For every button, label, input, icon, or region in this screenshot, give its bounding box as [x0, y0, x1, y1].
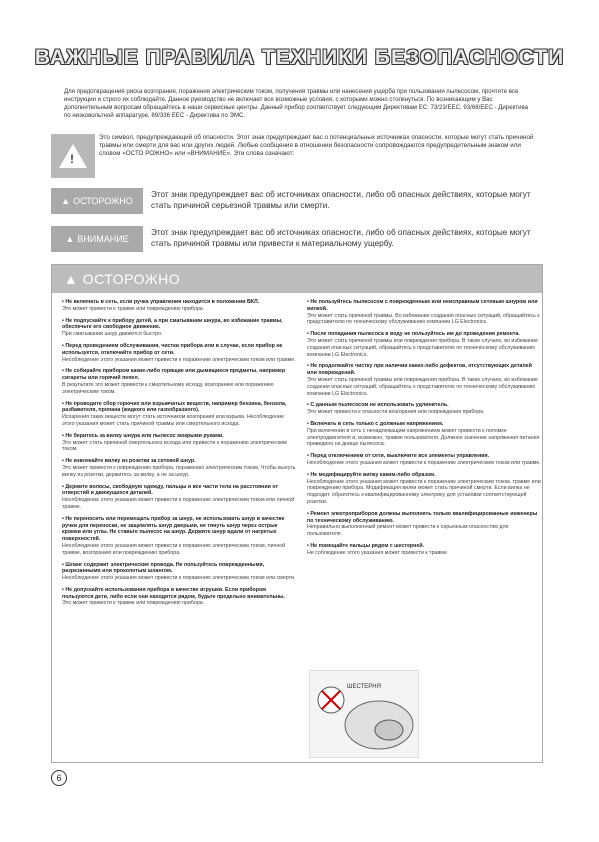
- item-heading: • Не пользуйтесь пылесосом с поврежденным или неисправным сетевым шнуром или вилкой.: [307, 299, 538, 312]
- item-note: Несоблюдение этого указания может привести к поражению электрическим током или травме.: [307, 459, 541, 466]
- warning-triangle-icon: ▲: [64, 271, 79, 287]
- list-item: [307, 299, 541, 326]
- item-note: Это может стать причиной смертельного исхода или привести к поражению электрическим током.: [62, 439, 287, 453]
- warning-panel-title: ОСТОРОЖНО: [82, 271, 181, 287]
- list-item: [62, 343, 296, 363]
- symbol-description: Это символ, предупреждающий об опасности. Этот знак предупреждает вас о потенциальных источниках опасности, которые могут стать причиной травмы или смерти для вас или других людей. Любые сообщения в отношении безопасности сопровождаются предупредительным знаком или словом «ОСТО РОЖНО» или «ВНИМАНИЕ». Эти слова означают:: [99, 134, 534, 158]
- item-note: Несоблюдение этого указания может привести к поражению электрическим током или личной травме.: [62, 497, 295, 510]
- item-note: В результате это может привести к смертельному исходу, возгоранию или поражению электрическим током.: [62, 381, 274, 395]
- list-item: [307, 363, 541, 397]
- item-note: При включении в сеть с ненадлежащим напряжением может привести к поломке электродвигателя и, возможно, травме пользователя. Должное значение напряжения питания приведено на днище пылесоса.: [307, 427, 540, 448]
- attention-description: Этот знак предупреждает вас об источниках опасности, либо об опасных действиях, которые могут стать причиной травмы или привести к материальному ущербу.: [151, 228, 531, 248]
- list-item: [307, 421, 541, 448]
- list-item: [62, 458, 296, 478]
- item-heading: • Не извлекайте вилку из розетки за сетевой шнур.: [62, 458, 196, 465]
- item-heading: • Держите волосы, свободную одежду, пальцы и все части тела на расстоянии от отверстий и движущихся деталей.: [62, 483, 279, 497]
- list-item: [62, 433, 296, 453]
- intro-paragraph: Для предотвращения риска возгорания, поражения электрическим током, получения травмы или нанесения ущерба при пользовании пылесосом, прочтите все инструкции и строго их соблюдайте. Данное руководство не включает все возможные условия, с которыми можно столкнуться. По возникающим у Вас дополнительным вопросам обращайтесь в наши сервисные центры. Данный прибор соответствует следующим Директивам ЕС: 73/23/EEC, 93/68/EEC - Директива по низковольтной аппаратуре, 89/336 EEC - Директива по ЭМС.: [64, 88, 529, 119]
- attention-badge-label: ВНИМАНИЕ: [77, 234, 129, 244]
- item-heading: • Включать в сеть только с должным напряжением.: [307, 420, 444, 427]
- item-heading: • Не переносить или перемещать прибор за шнур, не использовать шнур в качестве ручки для переноски, не защемлять шнур дверьми, не тянуть шнур через острые кромки или углы. Не ставьте пылесос на шнур. Держите шнур вдали от нагретых поверхностей.: [62, 515, 285, 543]
- caution-row: [51, 188, 541, 218]
- item-heading: • Не собирайте прибором какие-либо горящие или дымящиеся предметы, например сигареты или горячий пепел.: [62, 368, 286, 382]
- item-note: Несоблюдение этого указания может привести к поражению электрическим током, личной травме, возгоранию или повреждению прибора.: [62, 542, 286, 556]
- page-title: ВАЖНЫЕ ПРАВИЛА ТЕХНИКИ БЕЗОПАСНОСТИ: [34, 46, 565, 69]
- item-note: Это может стать причиной травмы или повреждения прибора. В таких случаях, во избежание создания опасных ситуаций, обращайтесь к представителю по техническому обслуживанию компании LG Electronics.: [307, 337, 538, 358]
- list-item: [62, 368, 296, 395]
- right-column: [307, 299, 541, 562]
- gear-warning-figure: [309, 670, 419, 758]
- item-note: Это может стать причиной травмы или повреждения прибора. В таких случаях, во избежание создания опасных ситуаций, обращайтесь к представителю по техническому обслуживанию компании LG Electronics.: [307, 376, 538, 397]
- item-heading: • Не беритесь за вилку шнура или пылесос мокрыми руками.: [62, 432, 224, 439]
- list-item: [62, 401, 296, 428]
- item-note: Несоблюдение этого указания может привести к поражению электрическим током или травме.: [62, 356, 296, 363]
- item-heading: • Не модифицируйте вилку каким-либо образом.: [307, 471, 436, 478]
- list-item: [62, 587, 296, 607]
- item-note: Несоблюдение этого указания может привести к поражению электрическим током, травме или повреждению прибора. Модификация вилки может стать причиной смерти. Если вилка не подходит, обратитесь к квалифицированному электрику для установки соответствующей розетки.: [307, 478, 541, 505]
- item-note: Не соблюдение этого указания может привести к травме.: [307, 549, 449, 556]
- warning-symbol-icon: !: [51, 134, 95, 178]
- list-item: [62, 299, 296, 313]
- item-note: При сматывании шнур движется быстро.: [62, 331, 163, 338]
- item-note: Это может стать причиной травмы. Во избежание создания опасных ситуаций, обращайтесь к представителю по техническому обслуживанию компании LG Electronics.: [307, 312, 540, 326]
- attention-row: [51, 226, 541, 256]
- figure-label: ШЕСТЕРНЯ: [347, 684, 381, 690]
- warning-panel-header: [52, 265, 542, 293]
- list-item: [307, 331, 541, 358]
- item-heading: • Не включать в сеть, если ручка управления находится в положении ВКЛ.: [62, 299, 260, 305]
- list-item: [307, 472, 541, 506]
- symbol-row: [51, 130, 541, 184]
- warning-triangle-icon: ▲: [61, 196, 71, 206]
- item-note: Несоблюдение этого указания может привести к поражению электрическим током или смерти.: [62, 575, 296, 582]
- list-item: [307, 453, 541, 467]
- item-note: Это может привести к повреждению прибора, поражению электрическим током. Чтобы вынуть вилку из розетки, держитесь за вилку, а не за шнур.: [62, 464, 296, 478]
- warning-panel: [51, 264, 543, 763]
- list-item: [307, 543, 541, 557]
- list-item: [307, 511, 541, 538]
- item-heading: • Не помещайте пальцы рядом с шестерней.: [307, 542, 425, 549]
- item-note: Это может привести к травме или повреждению прибора.: [62, 600, 205, 607]
- list-item: [307, 402, 541, 416]
- item-note: Это может привести к опасности возгорания или повреждения прибора.: [307, 409, 485, 416]
- item-heading: • С данным пылесосом не использовать удлинитель.: [307, 402, 449, 409]
- item-heading: • Не проводите сбор горючих или взрывчатых веществ, например бензина, бензола, разбавителя, пропана (жидкого или газообразного).: [62, 400, 287, 414]
- item-heading: • Не подпускайте к прибору детей, а при сматывании шнура, во избежание травмы, обеспечьте его свободное движение.: [62, 317, 283, 331]
- warning-triangle-icon: ▲: [65, 234, 75, 244]
- attention-badge: [51, 226, 143, 252]
- page-number: 6: [51, 770, 67, 786]
- item-heading: • Перед отключением от сети, выключите все элементы управления.: [307, 453, 490, 460]
- caution-badge-label: ОСТОРОЖНО: [73, 196, 133, 206]
- item-note: Испарения таких веществ могут стать источником возгорания или взрыва. Несоблюдение этого указания может стать причиной травмы или смертельного исхода.: [62, 414, 284, 427]
- left-column: [62, 299, 296, 612]
- item-heading: • Не допускайте использования прибора в качестве игрушки. Если прибором пользуются дети, либо если они находятся рядом, будьте предельно внимательны.: [62, 586, 286, 600]
- list-item: [62, 318, 296, 338]
- caution-badge: [51, 188, 143, 214]
- list-item: [62, 562, 296, 582]
- item-heading: • После попадания пылесоса в воду не пользуйтесь им до проведения ремонта.: [307, 331, 520, 338]
- item-note: Неправильно выполненный ремонт может привести к серьезным опасностям для пользователя.: [307, 524, 509, 538]
- item-heading: • Перед проведением обслуживания, чистки прибора или в случае, если прибор не используется, отключайте прибор от сети.: [62, 342, 283, 356]
- item-note: Это может привести к травме или повреждению прибора.: [62, 305, 205, 312]
- list-item: [62, 484, 296, 511]
- item-heading: • Не продолжайте чистку при наличии каких-либо дефектов, отсутствующих деталей или повреждений.: [307, 363, 532, 377]
- caution-description: Этот знак предупреждает вас об источниках опасности, либо об опасных действиях, которые могут стать причиной серьезной травмы или смерти.: [151, 190, 531, 210]
- item-heading: • Ремонт электроприборов должны выполнять только квалифицированные инженеры по техническому обслуживанию.: [307, 510, 538, 524]
- list-item: [62, 516, 296, 557]
- item-heading: • Шланг содержит электрические провода. Не пользуйтесь поврежденными, разрезанными или проколотым шлангом.: [62, 561, 265, 575]
